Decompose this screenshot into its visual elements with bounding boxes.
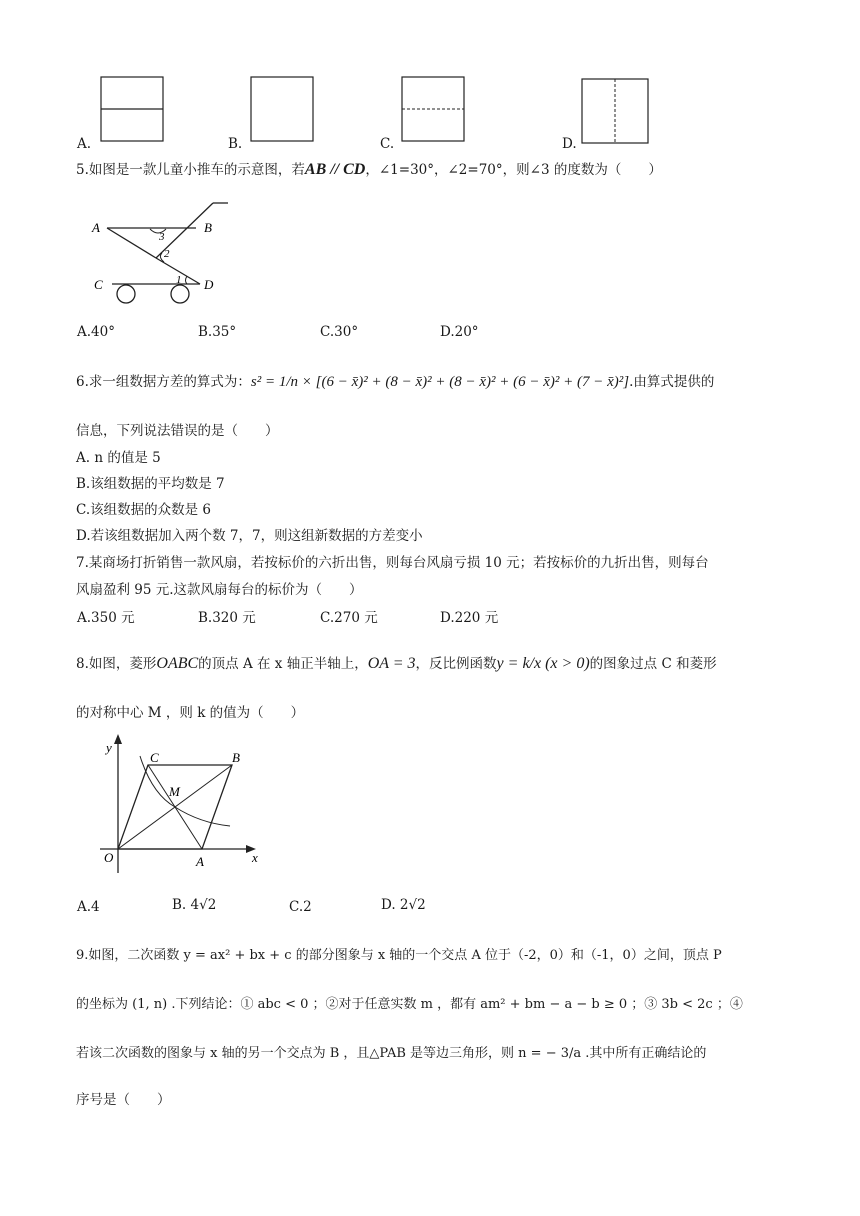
q8-label-A: A	[196, 854, 204, 869]
q7-option-a: A.350 元	[77, 610, 135, 626]
q8-line2: 的对称中心 M ，则 k 的值为（ ）	[76, 705, 305, 721]
q9-line2: 的坐标为 (1, n) .下列结论：① abc < 0 ；②对于任意实数 m ，都有 am² + bm − a − b ≥ 0 ；③ 3b < 2c ；④	[76, 997, 743, 1012]
q7-line1: 7.某商场打折销售一款风扇，若按标价的六折出售，则每台风扇亏损 10 元；若按标价的九折出售，则每台	[76, 555, 709, 571]
q5-option-c: C.30°	[320, 324, 359, 340]
q5-option-b: B.35°	[198, 324, 237, 340]
q9-line3: 若该二次函数的图象与 x 轴的另一个交点为 B ，且△PAB 是等边三角形，则 n = − 3/a .其中所有正确结论的	[76, 1046, 707, 1061]
q4-option-b: B.	[228, 136, 243, 152]
q8-label-C: C	[150, 750, 159, 765]
q5-stroller-figure	[0, 195, 260, 310]
q5-label-A: A	[92, 220, 100, 235]
q5-stem: 5.如图是一款儿童小推车的示意图，若AB // CD，∠1=30°，∠2=70°，则∠3 的度数为（ ）	[76, 161, 662, 178]
q8-label-x: x	[252, 850, 258, 865]
q5-angle-3: 3	[159, 231, 165, 243]
q5-angle-1: 1	[176, 274, 182, 286]
q7-option-b: B.320 元	[198, 610, 256, 626]
q8-label-B: B	[232, 750, 240, 765]
figure-b-rect	[251, 77, 313, 141]
q5-wheel-right	[171, 285, 189, 303]
q8-line1: 8.如图，菱形OABC的顶点 A 在 x 轴正半轴上，OA = 3，反比例函数y = k/x (x > 0)的图象过点 C 和菱形	[76, 655, 717, 672]
q7-option-c: C.270 元	[320, 610, 378, 626]
q4-option-d: D.	[562, 136, 577, 152]
q6-option-a: A. n 的值是 5	[76, 450, 161, 466]
q4-option-c: C.	[380, 136, 395, 152]
q5-label-D: D	[204, 277, 214, 292]
q6-line2: 信息，下列说法错误的是（ ）	[76, 423, 279, 439]
q6-option-b: B.该组数据的平均数是 7	[76, 476, 225, 492]
q5-option-a: A.40°	[77, 324, 115, 340]
q6-option-c: C.该组数据的众数是 6	[76, 502, 212, 518]
q5-wheel-left	[117, 285, 135, 303]
q8-label-O: O	[104, 850, 114, 865]
q4-option-a: A.	[77, 136, 92, 152]
q5-label-C: C	[94, 277, 103, 292]
q8-option-a: A.4	[77, 899, 100, 915]
q8-label-y: y	[106, 740, 112, 755]
q9-line4: 序号是（ ）	[76, 1092, 171, 1108]
q6-option-d: D.若该组数据加入两个数 7，7，则这组新数据的方差变小	[76, 528, 423, 544]
q8-option-b: B. 4√2	[172, 897, 217, 913]
q5-math-parallel: AB // CD	[304, 161, 366, 178]
q4-option-figures	[0, 0, 860, 160]
q5-option-d: D.20°	[440, 324, 479, 340]
q6-line1: 6.求一组数据方差的算式为：s² = 1/n × [(6 − x̄)² + (8 − x̄)² + (8 − x̄)² + (6 − x̄)² + (7 − x̄)²].由算式提供的	[76, 374, 715, 390]
q6-formula: s² = 1/n × [(6 − x̄)² + (8 − x̄)² + (8 − x̄)² + (6 − x̄)² + (7 − x̄)²]	[250, 374, 630, 390]
q8-option-d: D. 2√2	[381, 897, 426, 913]
q5-label-B: B	[204, 220, 212, 235]
q8-rhombus-figure	[80, 728, 280, 878]
q8-option-c: C.2	[289, 899, 312, 915]
q7-line2: 风扇盈利 95 元.这款风扇每台的标价为（ ）	[76, 582, 363, 598]
q7-option-d: D.220 元	[440, 610, 499, 626]
q8-label-M: M	[169, 784, 180, 799]
q9-line1: 9.如图，二次函数 y = ax² + bx + c 的部分图象与 x 轴的一个交点 A 位于（-2，0）和（-1，0）之间，顶点 P	[76, 948, 722, 963]
q5-angle-2: 2	[164, 248, 170, 260]
